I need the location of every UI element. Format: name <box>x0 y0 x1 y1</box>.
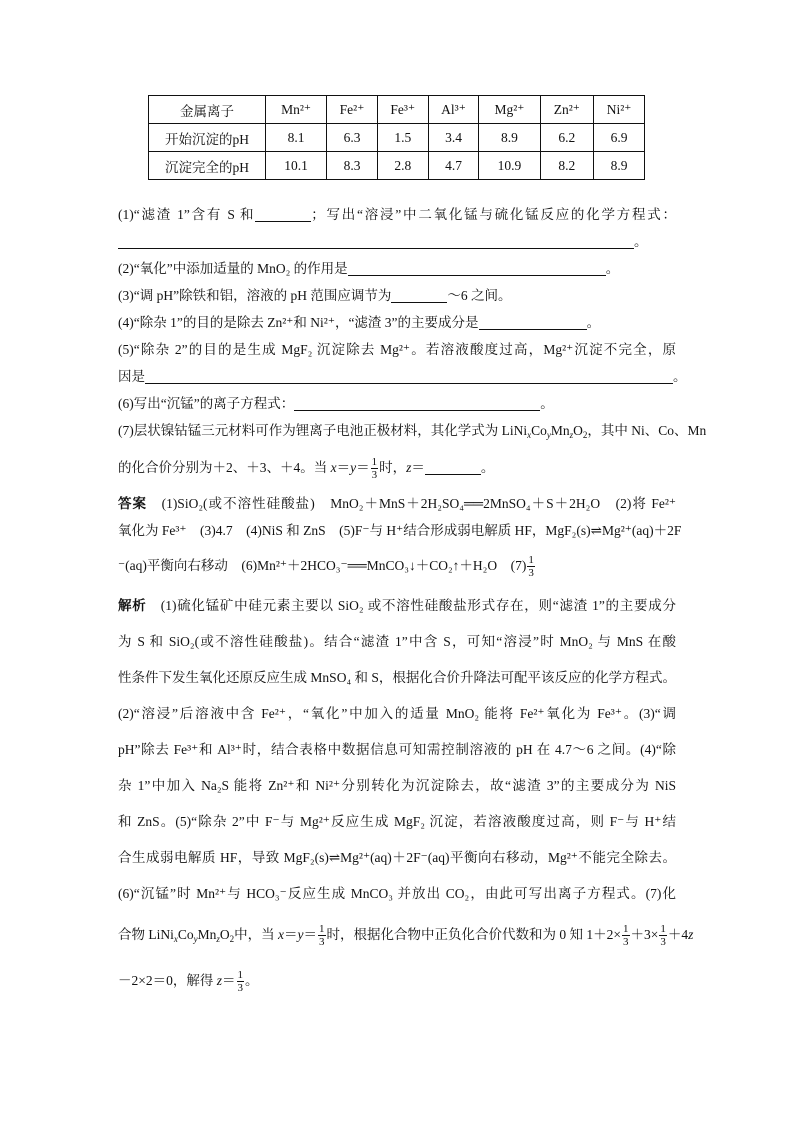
analysis-text: 合生成弱电解质 HF，导致 MgF₂(s)⇌Mg²⁺(aq)＋2F⁻(aq)平衡向右移动，Mg²⁺不能完全除去。 <box>118 850 676 865</box>
question-text: 的化合价分别为＋2、＋3、＋4。当 <box>118 460 331 475</box>
answer-blank <box>391 289 447 303</box>
analysis-line-8 <box>118 849 676 867</box>
analysis-line-1 <box>118 597 676 615</box>
equals-sign: ＝ <box>222 973 236 988</box>
formula-subscript: x <box>527 430 532 440</box>
analysis-line-10 <box>118 920 694 950</box>
formula-subscript: z <box>569 430 574 440</box>
analysis-text: 为 S 和 SiO₂(或不溶性硅酸盐)。结合“滤渣 1”中含 S，可知“溶浸”时 MnO₂ 与 MnS 在酸 <box>118 634 676 649</box>
variable-x: x <box>278 927 285 942</box>
variable-z: z <box>216 973 223 988</box>
formula-part: LiNi <box>501 423 528 438</box>
table-header-cell: Mg²⁺ <box>479 96 540 124</box>
formula-subscript: z <box>216 934 220 944</box>
table-cell: 8.9 <box>594 152 645 180</box>
formula-part: O <box>573 423 583 438</box>
answer-line-2 <box>118 522 682 540</box>
question-5-line <box>118 341 676 359</box>
fraction-numerator: 1 <box>623 923 629 936</box>
answer-blank <box>118 235 634 249</box>
question-text: (1)“滤渣 1”含有 S 和 <box>118 207 256 222</box>
answer-blank <box>145 370 673 384</box>
table-cell: 6.3 <box>327 124 378 152</box>
analysis-line-6 <box>118 777 676 795</box>
table-header-cell: Fe³⁺ <box>377 96 428 124</box>
table-cell: 6.2 <box>540 124 594 152</box>
analysis-text: －2×2＝0，解得 <box>118 973 217 988</box>
question-text: 。 <box>540 396 554 411</box>
analysis-text: 合物 <box>118 927 149 942</box>
question-text: (7)层状镍钴锰三元材料可作为锂离子电池正极材料，其化学式为 <box>118 423 502 438</box>
answer-blank <box>255 208 311 222</box>
question-1-line <box>118 206 676 224</box>
table-header-cell: Fe²⁺ <box>327 96 378 124</box>
question-text: ；写出“溶浸”中二氧化锰与硫化锰反应的化学方程式： <box>311 207 677 222</box>
equals-sign: ＝ <box>303 927 318 942</box>
question-text: (5)“除杂 2”的目的是生成 MgF₂ 沉淀除去 Mg²⁺。若溶液酸度过高，Mg²⁺沉淀不完全，原 <box>118 342 676 357</box>
question-text: 。 <box>673 369 687 384</box>
table-row-label: 开始沉淀的pH <box>149 124 266 152</box>
analysis-line-4 <box>118 705 676 723</box>
answer-blank <box>479 316 587 330</box>
fraction-numerator: 1 <box>660 923 666 936</box>
table-row <box>149 124 645 152</box>
analysis-text: 性条件下发生氧化还原反应生成 MnSO₄ 和 S，根据化合价升降法可配平该反应的化学方程式。 <box>118 670 676 685</box>
question-text: ～6 之间。 <box>447 288 512 303</box>
variable-x: x <box>330 460 337 475</box>
answer-text: 氧化为 Fe³⁺ (3)4.7 (4)NiS 和 ZnS (5)F⁻与 H⁺结合形成弱电解质 HF，MgF₂(s)⇌Mg²⁺(aq)＋2F <box>118 523 682 538</box>
fraction-numerator: 1 <box>371 456 378 469</box>
fraction <box>237 969 245 994</box>
variable-y: y <box>297 927 304 942</box>
analysis-text: 。 <box>245 973 259 988</box>
question-3-line <box>118 287 676 305</box>
question-text: ，其中 Ni、Co、Mn <box>587 423 707 438</box>
answer-blank <box>348 262 606 276</box>
question-text: (2)“氧化”中添加适量的 MnO₂ 的作用是 <box>118 261 348 276</box>
answer-text: (1)SiO₂(或不溶性硅酸盐) MnO₂＋MnS＋2H₂SO₄══2MnSO₄＋S＋2H₂O (2)将 Fe²⁺ <box>147 496 677 511</box>
variable-z: z <box>406 460 412 475</box>
fraction-numerator: 1 <box>237 969 244 982</box>
answer-text: ⁻(aq)平衡向右移动 (6)Mn²⁺＋2HCO₃⁻══MnCO₃↓＋CO₂↑＋H₂O (7) <box>118 558 527 573</box>
table-cell: 10.1 <box>266 152 327 180</box>
table-header-row <box>149 96 645 124</box>
analysis-line-2 <box>118 633 676 651</box>
table-cell: 8.1 <box>266 124 327 152</box>
analysis-text: 中，当 <box>234 927 279 942</box>
fraction-denominator: 3 <box>371 469 378 482</box>
question-text: 时， <box>379 460 407 475</box>
answer-line-1 <box>118 495 676 513</box>
analysis-line-5 <box>118 741 676 759</box>
analysis-text: (2)“溶浸”后溶液中含 Fe²⁺，“氧化”中加入的适量 MnO₂ 能将 Fe²⁺氧化为 Fe³⁺。(3)“调 <box>118 706 676 721</box>
table-row <box>149 152 645 180</box>
formula-part: Mn <box>197 927 217 942</box>
question-4-line <box>118 314 676 332</box>
analysis-text: ＋4 <box>667 927 689 942</box>
table-header-cell: Ni²⁺ <box>594 96 645 124</box>
table-cell: 6.9 <box>594 124 645 152</box>
fraction-numerator: 1 <box>528 554 534 567</box>
question-5-line-2 <box>118 368 687 386</box>
question-7-line-2 <box>118 453 676 483</box>
fraction <box>318 923 326 948</box>
question-2-line <box>118 260 676 278</box>
formula-subscript: 2 <box>582 430 588 440</box>
table-cell: 8.3 <box>327 152 378 180</box>
analysis-text: (6)“沉锰”时 Mn²⁺与 HCO₃⁻反应生成 MnCO₃ 并放出 CO₂，由此可写出离子方程式。(7)化 <box>118 886 676 901</box>
fraction <box>622 923 630 948</box>
equals-sign: ＝ <box>336 460 351 475</box>
table-cell: 2.8 <box>377 152 428 180</box>
equals-sign: ＝ <box>356 460 370 475</box>
table-cell: 4.7 <box>428 152 479 180</box>
fraction-denominator: 3 <box>237 982 244 995</box>
question-text: 。 <box>480 460 495 475</box>
analysis-text: 时，根据化合物中正负化合价代数和为 0 知 1＋2× <box>326 927 622 942</box>
formula-subscript: x <box>173 934 178 944</box>
formula-subscript: y <box>193 934 198 944</box>
table-cell: 8.2 <box>540 152 594 180</box>
question-1-answer-line <box>118 233 676 251</box>
fraction-denominator: 3 <box>660 936 666 949</box>
formula-part: O <box>219 927 230 942</box>
question-text: 。 <box>605 261 620 276</box>
fraction-denominator: 3 <box>623 936 629 949</box>
answer-blank <box>425 461 481 475</box>
table-cell: 10.9 <box>479 152 540 180</box>
analysis-label: 解析 <box>118 598 147 613</box>
table-cell: 1.5 <box>377 124 428 152</box>
fraction-numerator: 1 <box>319 923 325 936</box>
table-cell: 8.9 <box>479 124 540 152</box>
table-row-label: 沉淀完全的pH <box>149 152 266 180</box>
variable-z: z <box>688 927 694 942</box>
metal-ion-ph-table <box>148 95 645 180</box>
answer-line-3 <box>118 551 676 581</box>
table-header-cell: Mn²⁺ <box>266 96 327 124</box>
formula-subscript: y <box>546 430 551 440</box>
variable-y: y <box>350 460 357 475</box>
question-6-line <box>118 395 676 413</box>
table-header-cell: Zn²⁺ <box>540 96 594 124</box>
fraction <box>659 923 667 948</box>
answer-blank <box>294 397 540 411</box>
table-header-cell: Al³⁺ <box>428 96 479 124</box>
analysis-text: 杂 1”中加入 Na₂S 能将 Zn²⁺和 Ni²⁺分别转化为沉淀除去，故“滤渣 3”的主要成分为 NiS <box>118 778 676 793</box>
formula-part: Co <box>177 927 194 942</box>
question-7-line <box>118 422 707 440</box>
formula-part: Co <box>531 423 547 438</box>
chemical-formula <box>502 423 588 438</box>
analysis-text: pH”除去 Fe³⁺和 Al³⁺时，结合表格中数据信息可知需控制溶液的 pH 在 4.7～6 之间。(4)“除 <box>118 742 676 757</box>
analysis-line-7 <box>118 813 676 831</box>
chemical-formula <box>148 927 234 942</box>
analysis-line-9 <box>118 885 676 903</box>
question-text: (3)“调 pH”除铁和铝，溶液的 pH 范围应调节为 <box>118 288 392 303</box>
question-text: 。 <box>586 315 601 330</box>
formula-subscript: 2 <box>229 934 235 944</box>
question-text: (6)写出“沉锰”的离子方程式： <box>118 396 295 411</box>
fraction-denominator: 3 <box>528 567 534 580</box>
fraction <box>527 554 535 579</box>
table-header-cell: 金属离子 <box>149 96 266 124</box>
equals-sign: ＝ <box>411 460 425 475</box>
formula-part: Mn <box>550 423 570 438</box>
equals-sign: ＝ <box>284 927 298 942</box>
question-text: (4)“除杂 1”的目的是除去 Zn²⁺和 Ni²⁺，“滤渣 3”的主要成分是 <box>118 315 479 330</box>
answer-label: 答案 <box>118 496 148 511</box>
analysis-text: (1)硫化锰矿中硅元素主要以 SiO₂ 或不溶性硅酸盐形式存在，则“滤渣 1”的主要成分 <box>146 598 676 613</box>
fraction-denominator: 3 <box>319 936 325 949</box>
question-text: 因是 <box>118 369 145 384</box>
formula-part: LiNi <box>148 927 174 942</box>
analysis-line-3 <box>118 669 676 687</box>
analysis-text: ＋3× <box>630 927 659 942</box>
fraction <box>371 456 379 481</box>
analysis-line-11 <box>118 966 676 996</box>
question-text: 。 <box>634 234 648 249</box>
analysis-text: 和 ZnS。(5)“除杂 2”中 F⁻与 Mg²⁺反应生成 MgF₂ 沉淀，若溶液酸度过高，则 F⁻与 H⁺结 <box>118 814 676 829</box>
table-cell: 3.4 <box>428 124 479 152</box>
